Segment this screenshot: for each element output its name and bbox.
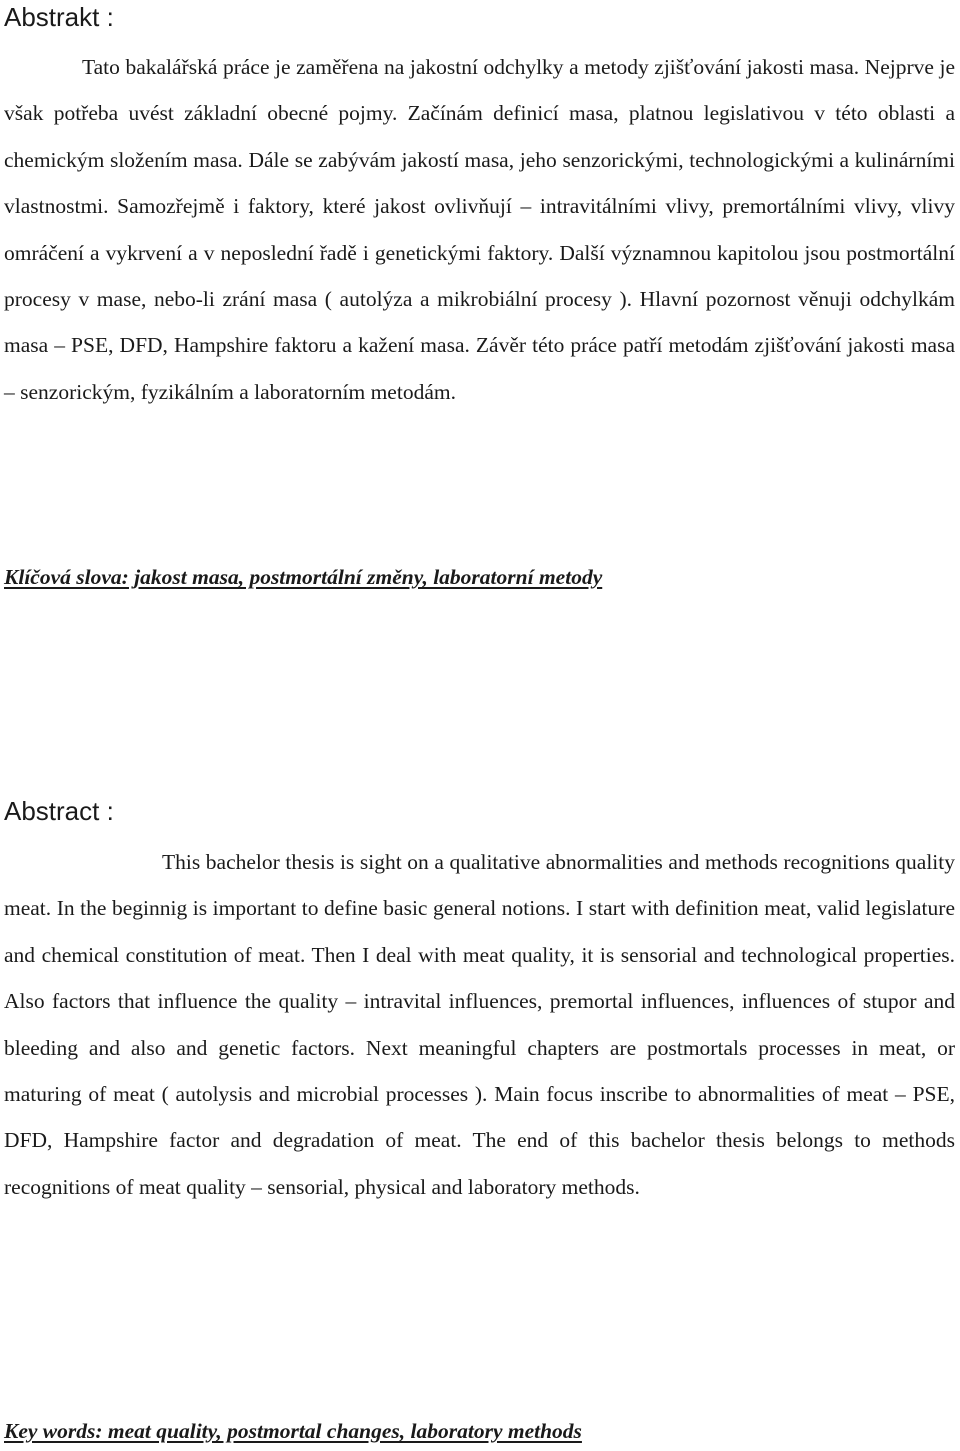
english-abstract-paragraph — [4, 839, 955, 1210]
czech-abstract-paragraph — [4, 44, 955, 415]
english-abstract-text: This bachelor thesis is sight on a qualitative abnormalities and methods recognitions quality meat. In the beginnig is important to define basic general notions. I start with definition meat, valid legislature and chemical constitution of meat. Then I deal with meat quality, it is sensorial and technological properties. Also factors that influence the quality – intravital influences, premortal influences, influences of stupor and bleeding and also and genetic factors. Next meaningful chapters are postmortals processes in meat, or maturing of meat ( autolysis and microbial processes ). Main focus inscribe to abnormalities of meat – PSE, DFD, Hampshire factor and degradation of meat. The end of this bachelor thesis belongs to methods recognitions of meat quality – sensorial, physical and laboratory methods. — [4, 850, 955, 1199]
czech-abstract-text: Tato bakalářská práce je zaměřena na jakostní odchylky a metody zjišťování jakosti masa. Nejprve je však potřeba uvést základní obecné pojmy. Začínám definicí masa, platnou legislativou v této oblasti a chemickým složením masa. Dále se zabývám jakostí masa, jeho senzorickými, technologickými a kulinárními vlastnostmi. Samozřejmě i faktory, které jakost ovlivňují – intravitálními vlivy, premortálními vlivy, vlivy omráčení a vykrvení a v neposlední řadě i genetickými faktory. Další významnou kapitolou jsou postmortální procesy v mase, nebo-li zrání masa ( autolýza a mikrobiální procesy ). Hlavní pozornost věnuji odchylkám masa – PSE, DFD, Hampshire faktoru a kažení masa. Závěr této práce patří metodám zjišťování jakosti masa – senzorickým, fyzikálním a laboratorním metodám. — [4, 55, 955, 404]
english-keywords: Key words: meat quality, postmortal changes, laboratory methods — [4, 1419, 582, 1443]
czech-keywords: Klíčová slova: jakost masa, postmortální změny, laboratorní metody — [4, 565, 603, 589]
czech-abstract-heading: Abstrakt : — [4, 2, 114, 32]
english-abstract-heading: Abstract : — [4, 796, 114, 826]
